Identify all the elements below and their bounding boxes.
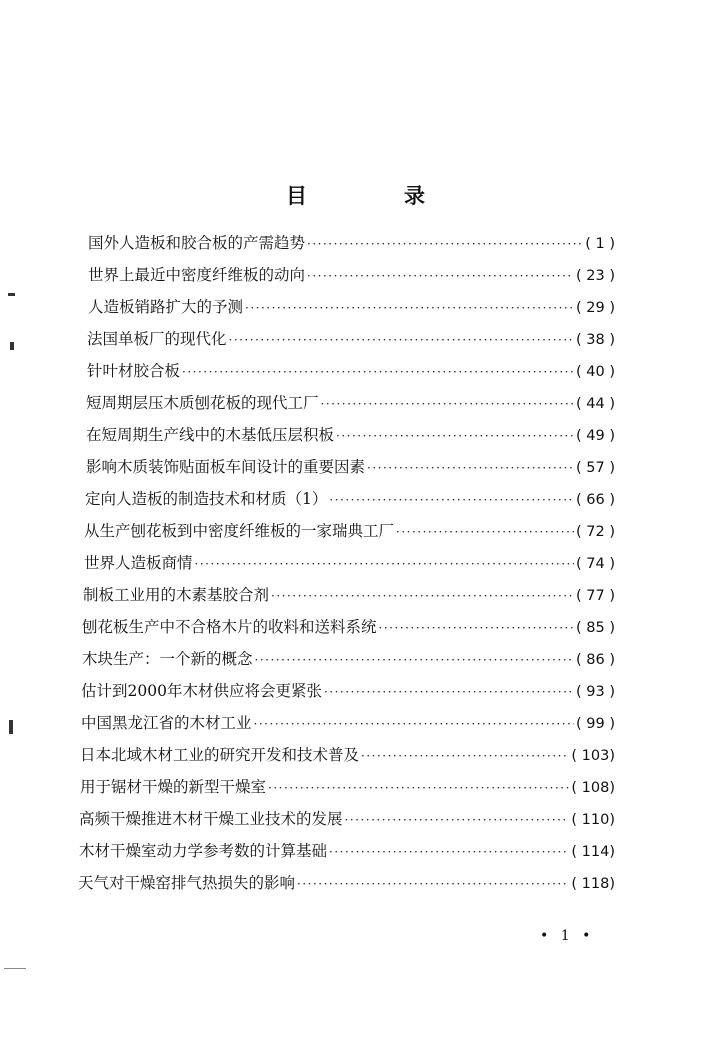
toc-entry-page: ( 66 ) bbox=[576, 492, 615, 508]
leader-dots bbox=[324, 685, 574, 699]
toc-entry bbox=[82, 615, 615, 639]
toc-entry-page: ( 110) bbox=[571, 812, 615, 828]
toc-entry-title: 天气对干燥窑排气热损失的影响 bbox=[78, 874, 296, 892]
toc-entry-title: 估计到2000年木材供应将会更紧张 bbox=[81, 682, 322, 700]
toc-entry-page: ( 72 ) bbox=[576, 524, 615, 540]
toc-entry-title: 木块生产：一个新的概念 bbox=[82, 650, 253, 668]
page-number: • 1 • bbox=[540, 928, 595, 944]
leader-dots bbox=[307, 269, 574, 283]
toc-entry bbox=[88, 295, 615, 319]
toc-entry-page: ( 38 ) bbox=[576, 332, 615, 348]
toc-entry-page: ( 118) bbox=[571, 876, 615, 892]
toc-entry-title: 定向人造板的制造技术和材质（1） bbox=[85, 490, 328, 508]
toc-entry-page: ( 44 ) bbox=[576, 396, 615, 412]
leader-dots bbox=[367, 461, 574, 475]
toc-heading-char-1: 目 bbox=[286, 183, 307, 208]
toc-entry-page: ( 74 ) bbox=[576, 556, 615, 572]
toc-entry-title: 木材干燥室动力学参考数的计算基础 bbox=[79, 842, 328, 860]
leader-dots bbox=[255, 653, 575, 667]
toc-entry-page: ( 1 ) bbox=[585, 236, 615, 252]
toc-heading bbox=[0, 180, 713, 210]
toc-entry-page: ( 49 ) bbox=[576, 428, 615, 444]
toc-entry-title: 在短周期生产线中的木基低压层积板 bbox=[86, 426, 335, 444]
toc-entry-title: 影响木质装饰贴面板车间设计的重要因素 bbox=[86, 458, 366, 476]
toc-entry bbox=[86, 423, 615, 447]
toc-entry-page: ( 93 ) bbox=[576, 684, 615, 700]
leader-dots bbox=[297, 877, 569, 891]
toc-entry bbox=[81, 711, 615, 735]
toc-entry-title: 法国单板厂的现代化 bbox=[87, 330, 227, 348]
scan-speck bbox=[9, 720, 13, 734]
toc-entry-page: ( 86 ) bbox=[576, 652, 615, 668]
toc-entry bbox=[79, 807, 615, 831]
scan-speck bbox=[8, 293, 15, 296]
leader-dots bbox=[271, 589, 574, 603]
leader-dots bbox=[195, 557, 575, 571]
toc-entry bbox=[88, 231, 615, 255]
toc-entry-title: 人造板销路扩大的予测 bbox=[88, 298, 244, 316]
toc-entry-title: 世界上最近中密度纤维板的动向 bbox=[88, 266, 306, 284]
leader-dots bbox=[396, 525, 574, 539]
toc-entry bbox=[79, 839, 615, 863]
leader-dots bbox=[182, 365, 574, 379]
toc-entry bbox=[78, 871, 615, 895]
toc-entry-title: 用于锯材干燥的新型干燥室 bbox=[80, 778, 267, 796]
toc-entry bbox=[82, 647, 615, 671]
leader-dots bbox=[229, 333, 575, 347]
toc-entry bbox=[80, 775, 615, 799]
leader-dots bbox=[345, 813, 570, 827]
toc-entry bbox=[84, 519, 615, 543]
toc-entry bbox=[87, 327, 615, 351]
leader-dots bbox=[361, 749, 569, 763]
toc-entry-title: 高频干燥推进木材干燥工业技术的发展 bbox=[79, 810, 343, 828]
toc-entry-page: ( 85 ) bbox=[576, 620, 615, 636]
scan-speck bbox=[10, 342, 14, 350]
toc-entry-title: 日本北域木材工业的研究开发和技术普及 bbox=[80, 746, 360, 764]
toc-entry-title: 针叶材胶合板 bbox=[87, 362, 181, 380]
toc-entry bbox=[88, 263, 615, 287]
scan-speck bbox=[4, 968, 26, 969]
toc-entry-title: 中国黑龙江省的木材工业 bbox=[81, 714, 252, 732]
leader-dots bbox=[307, 237, 583, 251]
leader-dots bbox=[329, 493, 574, 507]
toc-entry-page: ( 29 ) bbox=[576, 300, 615, 316]
toc-entry-title: 世界人造板商情 bbox=[84, 554, 193, 572]
toc-entry-title: 短周期层压木质刨花板的现代工厂 bbox=[86, 394, 319, 412]
leader-dots bbox=[336, 429, 574, 443]
toc-entry-page: ( 108) bbox=[571, 780, 615, 796]
leader-dots bbox=[268, 781, 569, 795]
toc-entry-page: ( 114) bbox=[571, 844, 615, 860]
toc-entry bbox=[83, 583, 615, 607]
leader-dots bbox=[379, 621, 575, 635]
toc-entry-page: ( 23 ) bbox=[576, 268, 615, 284]
toc-entry-page: ( 99 ) bbox=[576, 716, 615, 732]
toc-entry-page: ( 40 ) bbox=[576, 364, 615, 380]
leader-dots bbox=[321, 397, 575, 411]
toc-entry bbox=[86, 455, 615, 479]
toc-entry-page: ( 77 ) bbox=[576, 588, 615, 604]
toc-entry-page: ( 57 ) bbox=[576, 460, 615, 476]
leader-dots bbox=[329, 845, 569, 859]
toc-entry bbox=[86, 391, 615, 415]
toc-entry-title: 国外人造板和胶合板的产需趋势 bbox=[88, 234, 306, 252]
toc-entry bbox=[84, 551, 615, 575]
toc-entry-title: 从生产刨花板到中密度纤维板的一家瑞典工厂 bbox=[84, 522, 395, 540]
toc-entry bbox=[85, 487, 615, 511]
toc-heading-char-2: 录 bbox=[404, 183, 425, 208]
toc-entry-title: 制板工业用的木素基胶合剂 bbox=[83, 586, 270, 604]
toc-entry bbox=[80, 743, 615, 767]
toc-entry bbox=[87, 359, 615, 383]
toc-entry-page: ( 103) bbox=[571, 748, 615, 764]
leader-dots bbox=[254, 717, 575, 731]
toc-entry-title: 刨花板生产中不合格木片的收料和送料系统 bbox=[82, 618, 377, 636]
leader-dots bbox=[245, 301, 574, 315]
toc-entry bbox=[81, 679, 615, 703]
